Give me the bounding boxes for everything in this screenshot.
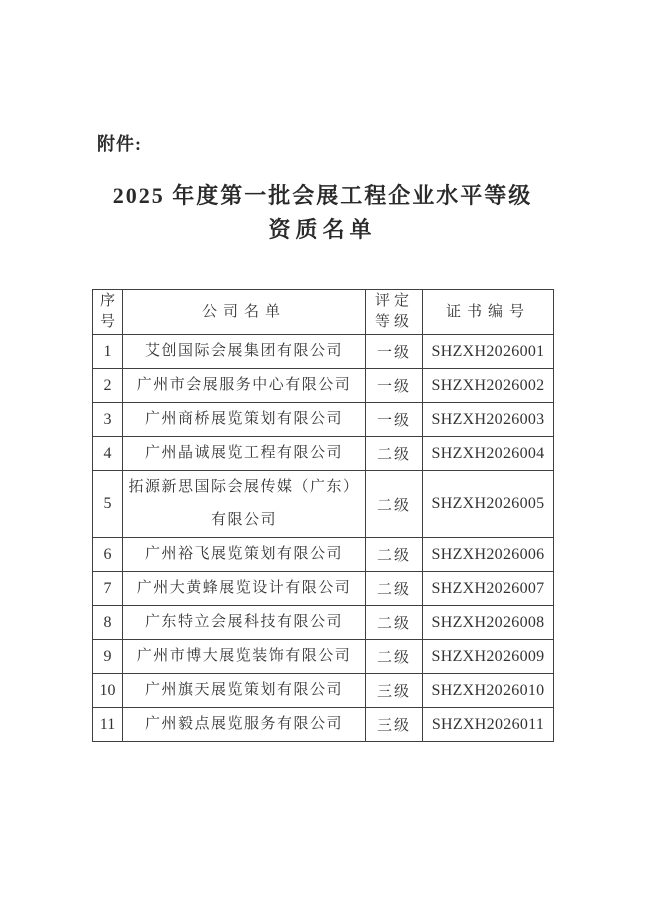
cell-certificate: SHZXH2026009	[423, 640, 554, 674]
table-row	[93, 640, 554, 674]
cell-index: 8	[93, 606, 123, 640]
cell-company: 广东特立会展科技有限公司	[123, 606, 366, 640]
document-title-line1: 2025 年度第一批会展工程企业水平等级	[112, 183, 533, 208]
table-row	[93, 437, 554, 471]
table-header-row	[93, 290, 554, 335]
cell-company: 艾创国际会展集团有限公司	[123, 335, 366, 369]
cell-company: 广州晶诚展览工程有限公司	[123, 437, 366, 471]
cell-index: 1	[93, 335, 123, 369]
document-title	[0, 179, 645, 247]
cell-company: 广州市博大展览装饰有限公司	[123, 640, 366, 674]
cell-grade: 一级	[366, 335, 423, 369]
cell-grade: 二级	[366, 606, 423, 640]
cell-grade: 一级	[366, 403, 423, 437]
cell-grade: 三级	[366, 708, 423, 742]
cell-company: 广州毅点展览服务有限公司	[123, 708, 366, 742]
cell-certificate: SHZXH2026007	[423, 572, 554, 606]
header-grade: 评定等级	[366, 290, 423, 335]
cell-certificate: SHZXH2026001	[423, 335, 554, 369]
table-body	[93, 335, 554, 742]
header-index: 序号	[93, 290, 123, 335]
table-row	[93, 403, 554, 437]
cell-certificate: SHZXH2026005	[423, 471, 554, 538]
header-company: 公司名单	[123, 290, 366, 335]
cell-company: 广州商桥展览策划有限公司	[123, 403, 366, 437]
cell-grade: 二级	[366, 437, 423, 471]
cell-company: 广州旗天展览策划有限公司	[123, 674, 366, 708]
document-title-line2: 资质名单	[268, 217, 377, 242]
cell-index: 9	[93, 640, 123, 674]
cell-company: 广州裕飞展览策划有限公司	[123, 538, 366, 572]
cell-index: 5	[93, 471, 123, 538]
cell-index: 11	[93, 708, 123, 742]
cell-index: 4	[93, 437, 123, 471]
cell-index: 7	[93, 572, 123, 606]
table-row	[93, 538, 554, 572]
cell-grade: 一级	[366, 369, 423, 403]
table-row	[93, 674, 554, 708]
cell-grade: 二级	[366, 471, 423, 538]
cell-index: 2	[93, 369, 123, 403]
cell-grade: 二级	[366, 640, 423, 674]
cell-certificate: SHZXH2026010	[423, 674, 554, 708]
cell-grade: 二级	[366, 572, 423, 606]
table-row	[93, 708, 554, 742]
cell-index: 10	[93, 674, 123, 708]
cell-certificate: SHZXH2026006	[423, 538, 554, 572]
cell-grade: 二级	[366, 538, 423, 572]
cell-certificate: SHZXH2026011	[423, 708, 554, 742]
cell-certificate: SHZXH2026004	[423, 437, 554, 471]
table-row	[93, 471, 554, 538]
table-row	[93, 335, 554, 369]
cell-certificate: SHZXH2026002	[423, 369, 554, 403]
table-row	[93, 606, 554, 640]
cell-certificate: SHZXH2026008	[423, 606, 554, 640]
table-row	[93, 572, 554, 606]
qualification-table	[92, 289, 554, 742]
cell-company: 广州大黄蜂展览设计有限公司	[123, 572, 366, 606]
cell-index: 3	[93, 403, 123, 437]
attachment-label: 附件:	[97, 134, 142, 154]
cell-company: 广州市会展服务中心有限公司	[123, 369, 366, 403]
header-certificate: 证书编号	[423, 290, 554, 335]
cell-certificate: SHZXH2026003	[423, 403, 554, 437]
table-row	[93, 369, 554, 403]
cell-index: 6	[93, 538, 123, 572]
cell-company: 拓源新思国际会展传媒（广东）有限公司	[123, 471, 366, 538]
cell-grade: 三级	[366, 674, 423, 708]
